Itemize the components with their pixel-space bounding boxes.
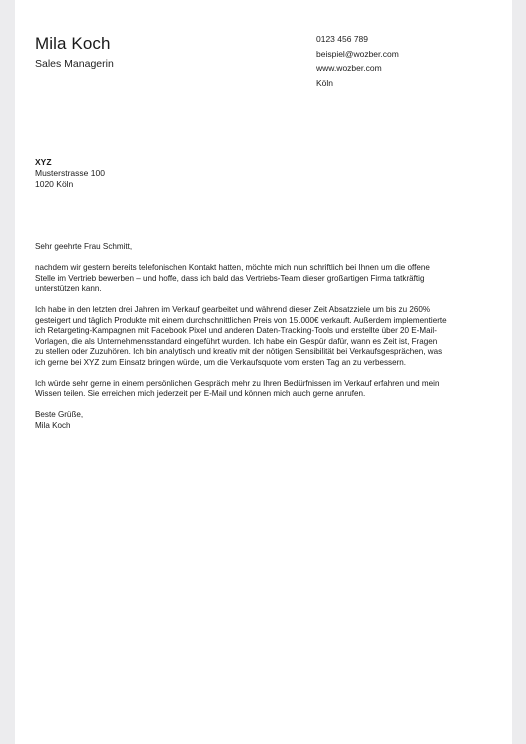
applicant-role: Sales Managerin — [35, 58, 114, 70]
recipient-company: XYZ — [35, 157, 52, 167]
recipient-street: Musterstrasse 100 — [35, 168, 105, 178]
letter-paragraph: Ich würde sehr gerne in einem persönlichen Gespräch mehr zu Ihren Bedürfnissen im Verkauf erfahren und mein Wissen teilen. Sie erreichen mich jederzeit per E-Mail und können mich auch gerne anrufen. — [35, 378, 440, 398]
letter-page — [15, 0, 512, 744]
letter-paragraph: nachdem wir gestern bereits telefonischen Kontakt hatten, möchte mich nun schriftlich bei Ihnen um die offene Stelle im Vertrieb bewerben – und hoffe, dass ich bald das Vertriebs-Team dieser großartigen Firma tatkräftig unterstützen kann. — [35, 263, 430, 293]
recipient-address — [35, 157, 105, 190]
letter-salutation: Sehr geehrte Frau Schmitt, — [35, 242, 133, 251]
letter-closing-block — [35, 410, 447, 431]
letter-paragraph: Ich habe in den letzten drei Jahren im Verkauf gearbeitet und während dieser Zeit Absatzziele um bis zu 260% gesteigert und täglich Produkte mit einem durchschnittlichen Preis von 15.000€ verkauft. Außerdem implementierte ich Retargeting-Kampagnen mit Facebook Pixel und anderen Daten-Tracking-Tools und erstellte über 20 E-Mail-Vorlagen, die als Unternehmensstandard eingeführt wurden. Ich habe ein Gespür dafür, wann es Zeit ist, Fragen zu stellen oder Zuzuhören. Ich bin analytisch und kreativ mit der nötigen Sensibilität bei Verkaufsgesprächen, was ich gerne bei XYZ zum Einsatz bringen würde, um die Verkaufsquote vom ersten Tag an zu verbessern. — [35, 305, 447, 367]
contact-phone: 0123 456 789 — [316, 34, 368, 44]
contact-website: www.wozber.com — [316, 63, 382, 73]
contact-email: beispiel@wozber.com — [316, 48, 399, 59]
contact-city: Köln — [316, 77, 334, 88]
contact-block — [316, 32, 399, 90]
letter-signature: Mila Koch — [35, 420, 71, 430]
letter-body — [35, 242, 447, 431]
letter-closing: Beste Grüße, — [35, 410, 84, 419]
recipient-city: 1020 Köln — [35, 179, 74, 189]
applicant-name: Mila Koch — [35, 34, 111, 53]
